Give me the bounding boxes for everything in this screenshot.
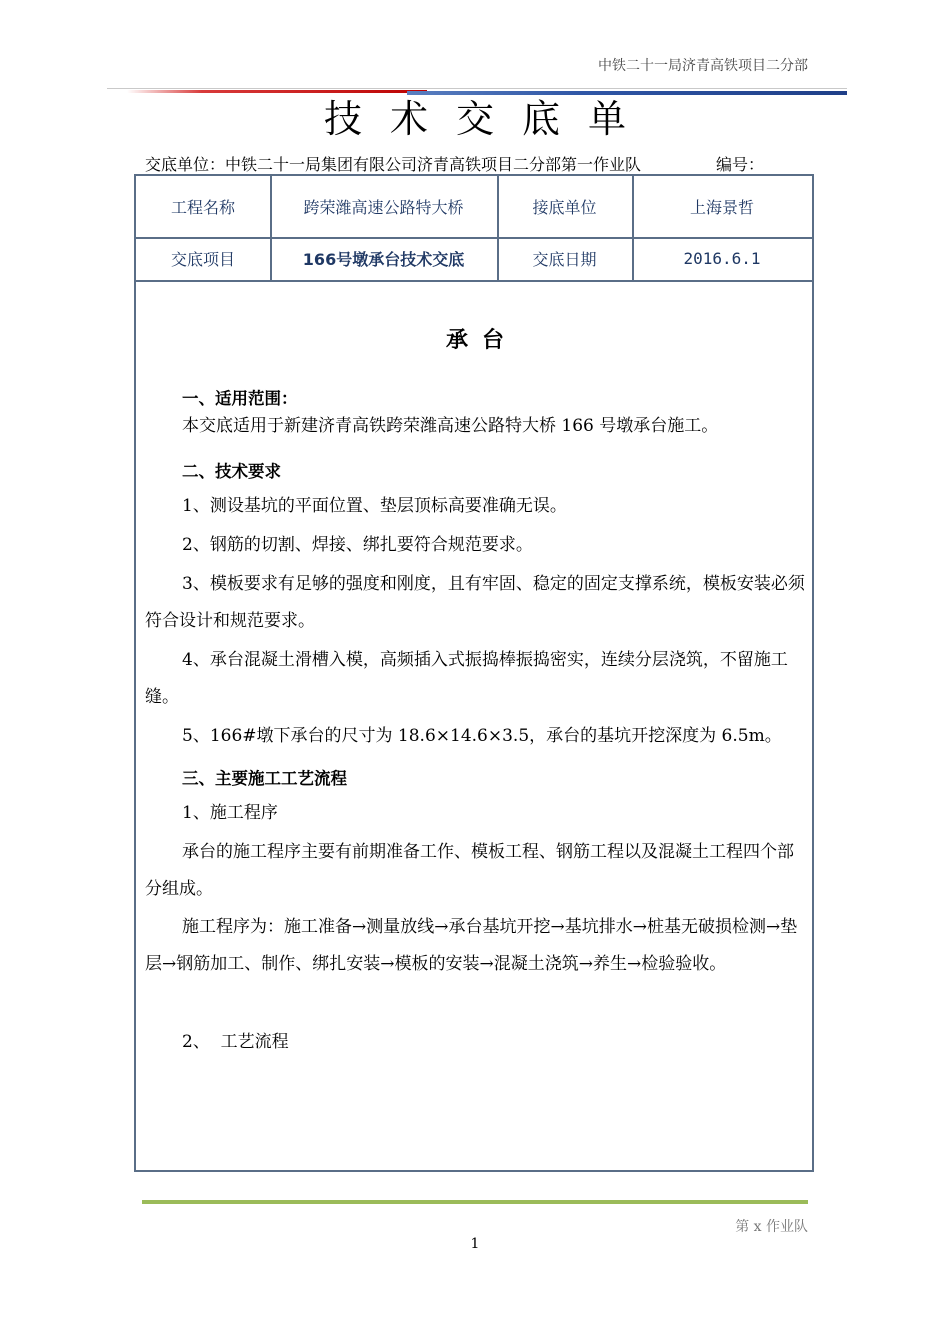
cell-project-name-label: 工程名称 — [170, 198, 235, 217]
issuing-unit: 交底单位：中铁二十一局集团有限公司济青高铁项目二分部第一作业队 — [145, 155, 642, 174]
header-org: 中铁二十一局济青高铁项目二分部 — [598, 58, 808, 74]
requirement-item-1: 1、测设基坑的平面位置、垫层顶标高要准确无误。 — [182, 496, 567, 516]
footer-rule — [142, 1200, 808, 1204]
section-title: 承台 — [445, 328, 518, 353]
process-paragraph-2: 施工程序为：施工准备→测量放线→承台基坑开挖→基坑排水→桩基无破损检测→垫层→钢筋加工、制作、绑扎安装→模板的安装→混凝土浇筑→养生→检验验收。 — [145, 917, 798, 974]
process-paragraph-1: 承台的施工程序主要有前期准备工作、模板工程、钢筋工程以及混凝土工程四个部分组成。 — [145, 842, 794, 899]
process-subheading-2: 2、 工艺流程 — [182, 1032, 289, 1052]
document-title: 技术交底单 — [323, 97, 654, 141]
cell-date-label: 交底日期 — [532, 250, 597, 269]
heading-requirements: 二、技术要求 — [182, 462, 281, 481]
heading-scope: 一、适用范围： — [182, 389, 298, 408]
cell-receiving-unit-label: 接底单位 — [532, 198, 597, 217]
footer-team: 第 x 作业队 — [735, 1219, 808, 1235]
process-subheading-1: 1、施工程序 — [182, 803, 278, 823]
requirement-item-2: 2、钢筋的切割、焊接、绑扎要符合规范要求。 — [182, 535, 533, 555]
page-number: 1 — [470, 1236, 480, 1252]
heading-process: 三、主要施工工艺流程 — [182, 769, 347, 788]
requirement-item-3: 3、模板要求有足够的强度和刚度，且有牢固、稳定的固定支撑系统，模板安装必须符合设计和规范要求。 — [145, 574, 805, 631]
table-bottom-divider — [136, 280, 812, 282]
requirement-item-4: 4、承台混凝土滑槽入模，高频插入式振捣棒振捣密实，连续分层浇筑，不留施工缝。 — [145, 650, 788, 707]
cell-receiving-unit-value: 上海景哲 — [689, 198, 754, 217]
cell-item-label: 交底项目 — [170, 250, 235, 269]
cell-date-value: 2016.6.1 — [683, 249, 761, 268]
number-label: 编号： — [716, 155, 765, 174]
cell-project-name-value: 跨荣潍高速公路特大桥 — [303, 198, 464, 217]
cell-item-value: 166号墩承台技术交底 — [302, 250, 465, 269]
paragraph-scope: 本交底适用于新建济青高铁跨荣潍高速公路特大桥 166 号墩承台施工。 — [182, 416, 719, 436]
requirement-item-5: 5、166#墩下承台的尺寸为 18.6×14.6×3.5，承台的基坑开挖深度为 6.5m。 — [182, 726, 782, 746]
